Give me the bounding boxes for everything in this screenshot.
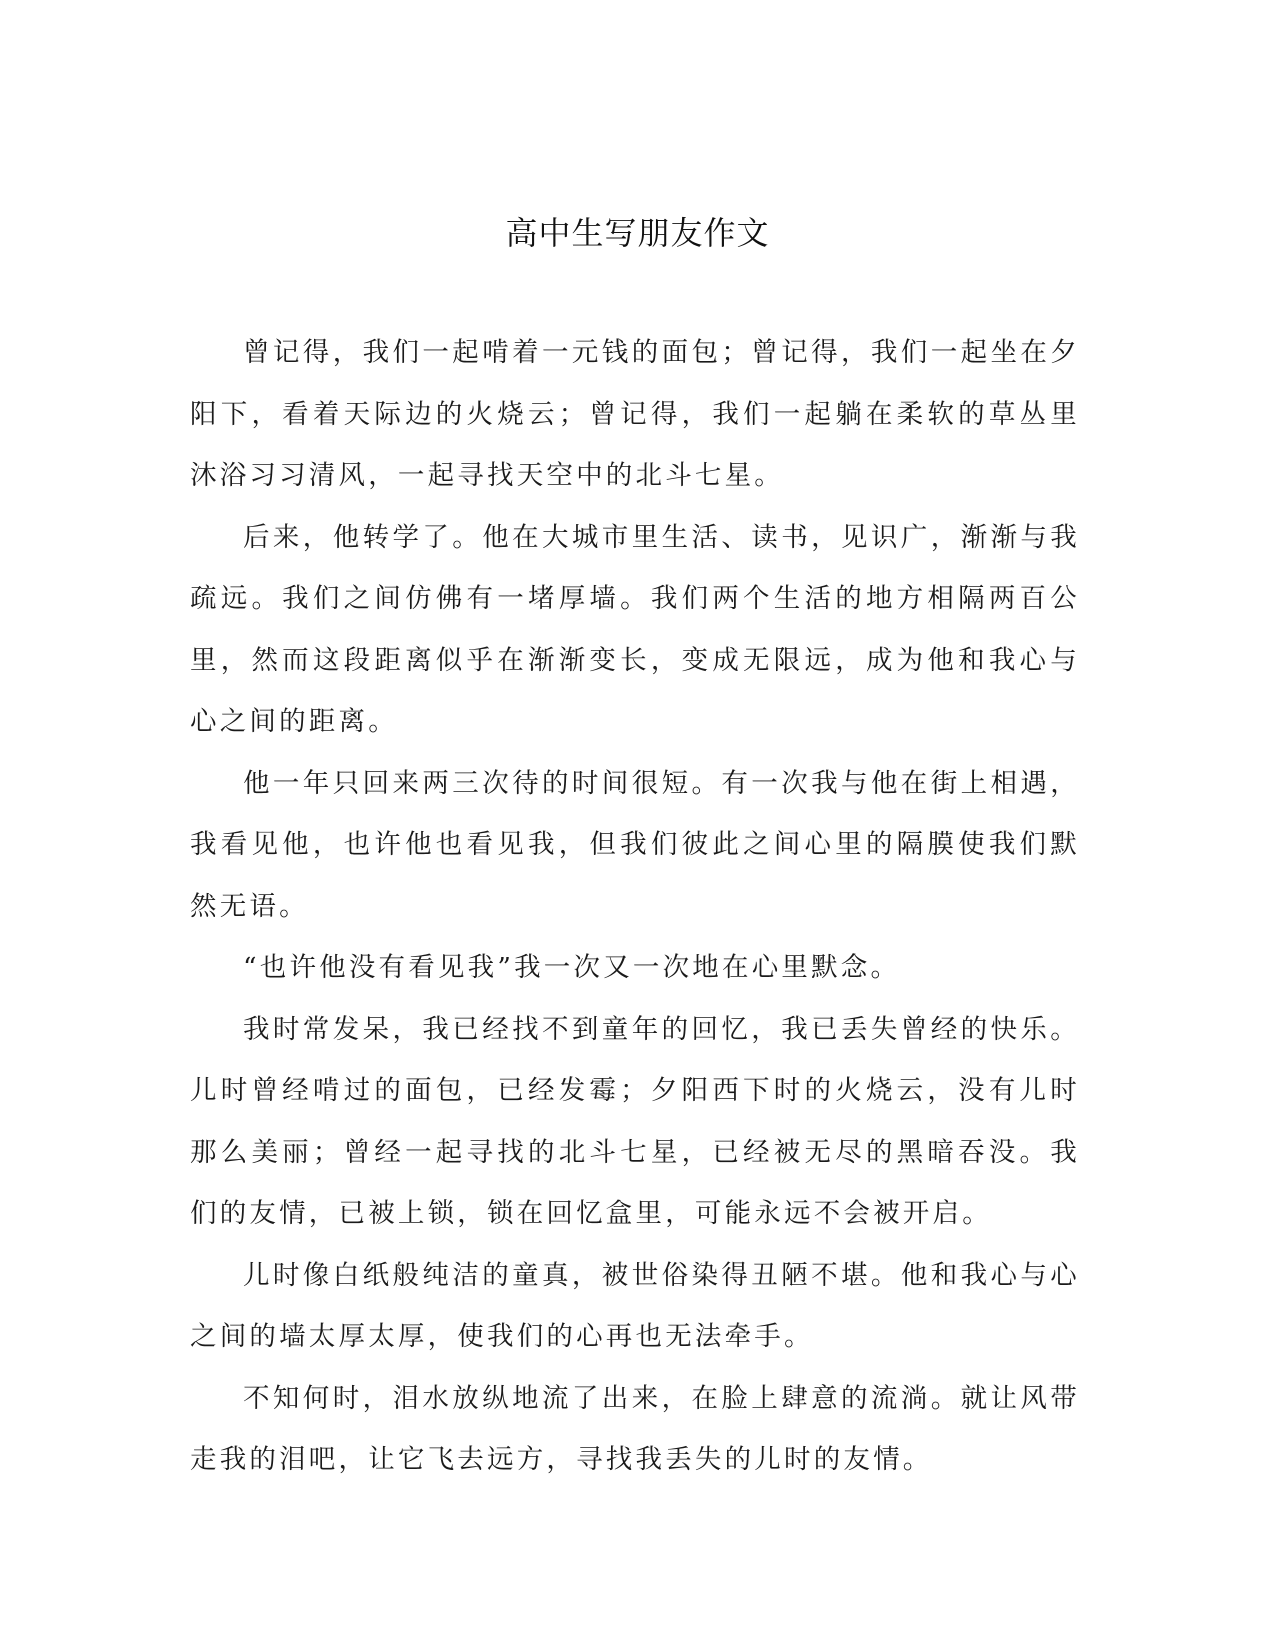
paragraph-4: “也许他没有看见我”我一次又一次地在心里默念。 bbox=[243, 952, 901, 983]
paragraph-6: 儿时像白纸般纯洁的童真，被世俗染得丑陋不堪。他和我心与心之间的墙太厚太厚，使我们的心再也无法牵手。 bbox=[190, 1259, 1080, 1352]
paragraph-2: 后来，他转学了。他在大城市里生活、读书，见识广，渐渐与我疏远。我们之间仿佛有一堵厚墙。我们两个生活的地方相隔两百公里，然而这段距离似乎在渐渐变长，变成无限远，成为他和我心与心之间的距离。 bbox=[190, 521, 1080, 737]
paragraph-3: 他一年只回来两三次待的时间很短。有一次我与他在街上相遇，我看见他，也许他也看见我，但我们彼此之间心里的隔膜使我们默然无语。 bbox=[190, 767, 1080, 922]
document-title: 高中生写朋友作文 bbox=[505, 214, 770, 252]
paragraph-7: 不知何时，泪水放纵地流了出来，在脸上肆意的流淌。就让风带走我的泪吧，让它飞去远方，寻找我丢失的儿时的友情。 bbox=[190, 1382, 1080, 1475]
paragraph-5: 我时常发呆，我已经找不到童年的回忆，我已丢失曾经的快乐。儿时曾经啃过的面包，已经发霉；夕阳西下时的火烧云，没有儿时那么美丽；曾经一起寻找的北斗七星，已经被无尽的黑暗吞没。我们的友情，已被上锁，锁在回忆盒里，可能永远不会被开启。 bbox=[190, 1013, 1080, 1229]
document-body bbox=[190, 322, 1080, 1491]
paragraph-1: 曾记得，我们一起啃着一元钱的面包；曾记得，我们一起坐在夕阳下，看着天际边的火烧云；曾记得，我们一起躺在柔软的草丛里沐浴习习清风，一起寻找天空中的北斗七星。 bbox=[190, 337, 1080, 491]
